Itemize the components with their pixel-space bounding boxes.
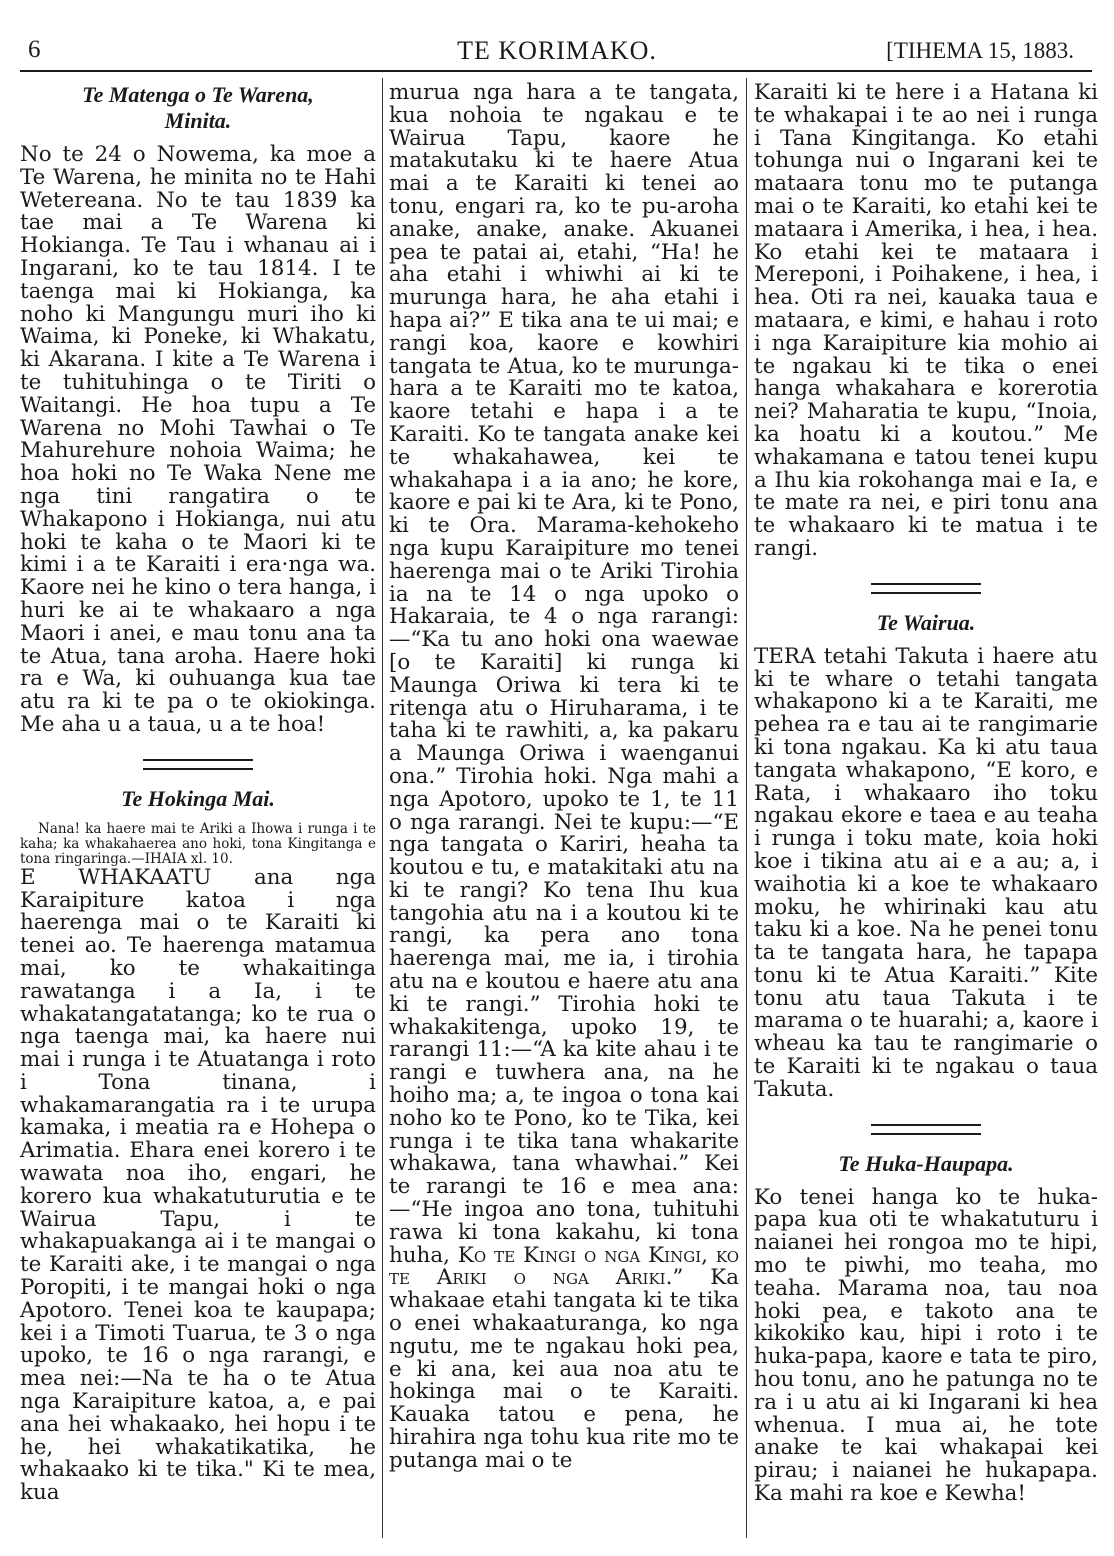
drop-lead-text: E WHAKAATU [20,864,212,890]
article-title-hokinga: Te Hokinga Mai. [121,785,275,811]
section-divider [871,1124,981,1135]
article-epigraph-hokinga: Nana! ka haere mai te Ariki a Ihowa i runga i te kaha; ka whakahaerea ano hoki, tona Kingitanga e tona ringaringa.—IHAIA xl. 10. [20,820,376,867]
article-title-huka: Te Huka-Haupapa. [838,1150,1014,1176]
article-text: murua nga hara a te tangata, kua nohoia te ngakau e te Wairua Tapu, kaore he matakutaku ki te haere Atua mai a te Karaiti ki tenei ao tonu, engari ra, ko te pu-aroha anake, anake, anake. Akuanei pea te patai ai, etahi, “Ha! he aha etahi i whiwhi ai ki te murunga hara, he aha etahi i hapa ai?” E tika ana te ui mai; e rangi koa, kaore e kowhiri tangata te Atua, ko te murunga-hara a te Karaiti mo te katoa, kaore tetahi e hapa i a te Karaiti. Ko te tangata anake kei te whakahawea, kei te whakahapa i a ia ano; he kore, kaore e pai ki te Ara, ki te Pono, ki te Ora. Marama-kehokeho nga kupu Karaipiture mo tenei haerenga mai o te Ariki Tirohia ia na te 14 o nga upoko o Hakaraia, te 4 o nga rarangi:—“Ka tu ano hoki ona waewae [o te Karaiti] ki runga ki Maunga Oriwa ki tera ki te ritenga atu o Hiruharama, i te taha ki te rawhiti, a, ka pakaru a Maunga Oriwa i waenganui ona.” Tirohia hoki. Nga mahi a nga Apotoro, upoko te 1, te 11 o nga rarangi. Nei te kupu:—“E nga tangata o Kariri, heaha ta koutou e tu, e matakitaki atu na ki te rangi? Ko tena Ihu kua tangohia atu na i a koutou ki te rangi, ka pera ano tona haerenga mai, me ia, i tirohia atu na e koutou e haere atu ana ki te rangi.” Tirohia hoki te whakakitenga, upoko 19, te rarangi 11:—“A ka kite ahau i te rangi e tuwhera ana, na he hoiho ma; a, te ingoa o tona kai noho ko te Pono, ko te Tika, kei runga i te tika tana whakarite whakawa, tana whawhai.” Kei te rarangi te 16 e mea ana:—“He ingoa ano tona, tuhituhi rawa ki tona kakahu, ki tona huha, [389,80,739,1268]
issue-date: [TIHEMA 15, 1883. [886,38,1074,63]
article-text: ana nga Karaipiture katoa i nga haerenga mai o te Karaiti ki tenei ao. Te haerenga matamua mai, ko te whakaitinga rawatanga i a Ia, i te whakatangatatanga; ko te rua o nga taenga mai, ka haere nui mai i runga i te Atuatanga i roto i Tona tinana, i whakamarangatia ra i te urupa kamaka, i meatia ra e Hohepa o Arimatia. Ehara enei korero i te wawata noa iho, engari, he korero kua whakatuturutia e te Wairua Tapu, i te whakapuakanga ai i te mangai o te Karaiti ake, i te mangai o nga Poropiti, i te mangai hoki o nga Apotoro. Tenei koa te kaupapa; kei i a Timoti Tuarua, te 3 o nga upoko, te 16 o nga rarangi, e mea nei:—Na te ha o te Atua nga Karaipiture katoa, a, e pai ana hei whakaako, hei hopu i te he, hei whakatikatika, he whakaako ki te tika." Ki te mea, kua [20,864,376,1506]
article-title-warena: Te Matenga o Te Warena, Minita. [82,82,314,133]
column-3 [754,82,1098,1506]
header-rule [20,70,1092,72]
column-2 [389,82,739,1473]
article-body-continued [389,82,739,1473]
drop-lead-text: TERA [754,643,816,669]
article-body-continued: Karaiti ki te here i a Hatana ki te whakapai i te ao nei i runga i Tana Kingitanga. Ko etahi tohunga nui o Ingarani kei te mataara tonu mo te putanga mai o te Karaiti, ko etahi kei te mataara i Amerika, i hea, i hea. Ko etahi kei te mataara i Mereponi, i Poihakene, i hea, i hea. Oti ra nei, kauaka taua e mataara, e kimi, e hahau i roto i nga Karaipiture kia mohio ai te ngakau ki te tika o enei hanga whakahara e korerotia nei? Maharatia te kupu, “Inoia, ka hoatu ki a koutou.” Me whakamana e tatou tenei kupu a Ihu kia rokohanga mai e Ia, e te mate ra nei, e piri tonu ana te whakaaro ki te matua i te rangi. [754,80,1098,561]
column-divider [382,78,383,1538]
page-number: 6 [28,36,41,63]
article-text: tetahi Takuta i haere atu ki te whare o tetahi tangata whakapono ki a te Karaiti, me pehea ra e tau ai te rangimarie ki tona ngakau. Ka ki atu taua tangata whakapono, “E koro, e Rata, i whakaaro iho toku ngakau ekore e taea e au teaha i runga i toku mate, koia hoki koe i tikina atu ai e a au; a, i waihotia ki a koe te whakaaro moku, he whirinaki kau atu taku ki a koe. Na he penei tonu ta te tangata hara, he tapapa tonu ki te Atua Karaiti.” Kite tonu atu taua Takuta i te marama o te huarahi; a, kaore i wheau ka tau te rangimarie o te Karaiti ki te ngakau o taua Takuta. [754,643,1098,1102]
column-1 [20,82,376,1505]
section-divider [143,759,253,770]
article-body-wairua [754,643,1098,1102]
page-header [0,30,1114,70]
article-text: ” Ka whakaae etahi tangata ki te tika o enei whakaaturanga, ko nga ngutu, me te ngakau hoki pea, e ki ana, kei aua noa atu te hokinga mai o te Karaiti. Kauaka tatou e pena, he hirahira nga tohu kua rite mo te putanga mai o te [389,1265,739,1473]
article-body-hokinga [20,864,376,1506]
section-divider [871,583,981,594]
kingi-phrase: Ko te Kingi o nga Kingi, ko te Ariki o nga Ariki. [389,1242,740,1291]
column-divider [746,78,747,1538]
article-body-huka: Ko tenei hanga ko te huka-papa kua oti te whakatuturu i naianei hei rongoa mo te hipi, mo te piwhi, mo teaha, mo teaha. Marama noa, tau noa hoki pea, e takoto ana te kikokiko kau, hipi i roto i te huka-papa, kaore e tata te piro, hou tonu, ano he patunga no te ra i u atu ai ki Ingarani ki hea whenua. I mua ai, he tote anake te kai whakapai kei pirau; i naianei he hukapapa. Ka mahi ra koe e Kewha! [754,1184,1098,1507]
article-body-warena: No te 24 o Nowema, ka moe a Te Warena, he minita no te Hahi Wetereana. No te tau 1839 ka tae mai a Te Warena ki Hokianga. Te Tau i whanau ai i Ingarani, ko te tau 1814. I te taenga mai ki Hokianga, ka noho ki Mangungu muri iho ki Waima, ki Poneke, ki Whakatu, ki Akarana. I kite a Te Warena i te tuhituhinga o te Tiriti o Waitangi. He hoa tupu a Te Warena no Mohi Tawhai o Te Mahurehure nohoia Waima; he hoa hoki no Te Waka Nene me nga tini rangatira o te Whakapono i Hokianga, nui atu hoki te kaha o te Maori ki te kimi i a te Karaiti i era·nga wa. Kaore nei he kino o tera hanga, i huri ke ai te whakaaro a nga Maori i anei, e mau tonu ana ta te Atua, tana aroha. Haere hoki ra e Wa, ki ouhuanga kua tae atu ra ki te pa o te okiokinga. Me aha u a taua, u a te hoa! [20,142,376,737]
newspaper-title: TE KORIMAKO. [457,36,657,65]
article-title-wairua: Te Wairua. [876,609,976,635]
